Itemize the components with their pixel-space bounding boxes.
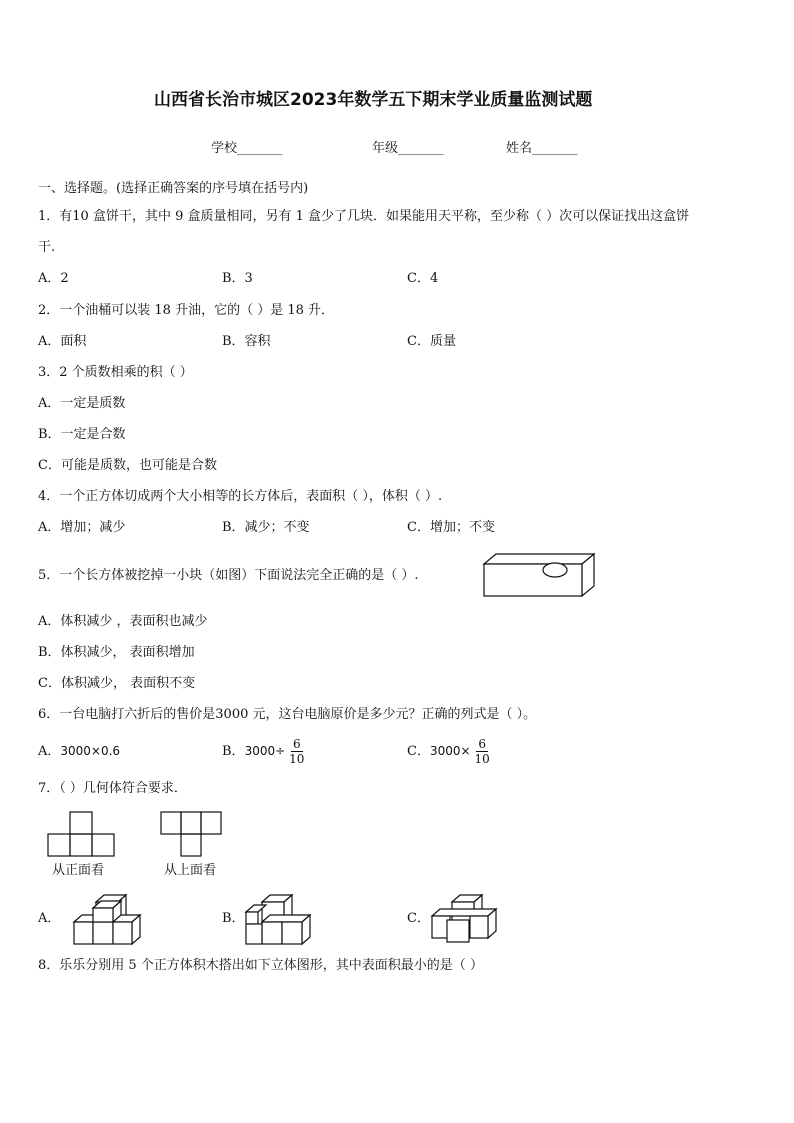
question-7-option-b: B． [222,911,245,926]
fraction [287,737,306,766]
fraction [473,737,492,766]
question-5-option-b: B．体积减少， 表面积增加 [38,645,195,660]
expression: 3000× [429,744,471,758]
question-7-stem: 7．（ ）几何体符合要求． [38,781,187,796]
fraction-numerator: 6 [478,737,486,751]
question-7-option-a: A． [38,911,61,926]
question-6-stem: 6．一台电脑打六折后的售价是3000 元，这台电脑原价是多少元？正确的列式是（ ）。 [38,707,537,722]
question-3-stem: 3．2 个质数相乘的积（ ） [38,365,193,380]
front-view-caption: 从正面看 [52,863,105,878]
question-3-option-b: B．一定是合数 [38,427,126,442]
fraction-numerator: 6 [292,737,301,751]
question-2-stem: 2．一个油桶可以装 18 升油，它的（ ）是 18 升． [38,303,335,318]
question-1-stem-cont: 干. [38,240,56,255]
question-4-option-b: B．减少；不变 [222,520,310,535]
question-4-option-c: C．增加；不变 [407,520,495,535]
question-3-option-a: A．一定是质数 [38,396,126,411]
front-view-figure [47,811,123,857]
question-7-option-c: C． [407,911,430,926]
question-4-stem: 4．一个正方体切成两个大小相等的长方体后，表面积（ ），体积（ ）. [38,489,443,504]
option-label: A． [38,744,61,759]
question-5-option-a: A．体积减少 ，表面积也减少 [38,614,208,629]
question-1-option-a: A．2 [38,271,69,286]
question-2-option-b: B．容积 [222,334,271,349]
expression: 3000÷ [244,744,286,758]
top-view-figure [160,811,226,857]
option-label: C． [407,744,430,759]
question-3-option-c: C．可能是质数，也可能是合数 [38,458,217,473]
top-view-caption: 从上面看 [164,863,217,878]
question-8-stem: 8．乐乐分别用 5 个正方体积木搭出如下立体图形，其中表面积最小的是（ ） [38,958,483,973]
option-label: B． [222,744,245,759]
question-6-option-a [38,743,120,760]
cuboid-with-hole-figure [484,552,596,598]
section-heading: 一、选择题。(选择正确答案的序号填在括号内) [38,181,309,196]
question-2-option-c: C．质量 [407,334,456,349]
page-title: 山西省长治市城区2023年数学五下期末学业质量监测试题 [154,90,593,110]
question-1-option-c: C．4 [407,271,439,286]
option-b-solid-figure [244,894,316,946]
question-4-option-a: A．增加；减少 [38,520,126,535]
question-5-option-c: C．体积减少， 表面积不变 [38,676,196,691]
question-2-option-a: A．面积 [38,334,87,349]
grade-field: 年级_______ [372,141,444,156]
expression: 3000×0.6 [60,744,121,758]
question-1-stem: 1．有10 盒饼干，其中 9 盒质量相同，另有 1 盒少了几块．如果能用天平称，至少称（ ）次可以保证找出这盒饼 [38,209,690,224]
question-1-option-b: B．3 [222,271,253,286]
fraction-denominator: 10 [474,752,490,766]
fraction-denominator: 10 [289,752,305,766]
question-6-option-c [407,734,492,769]
option-c-solid-figure [430,894,502,946]
question-5-stem: 5．一个长方体被挖掉一小块（如图）下面说法完全正确的是（ ）. [38,568,419,583]
option-a-solid-figure [72,894,144,946]
question-6-option-b [222,734,306,769]
name-field: 姓名_______ [506,141,578,156]
school-field: 学校_______ [211,141,283,156]
